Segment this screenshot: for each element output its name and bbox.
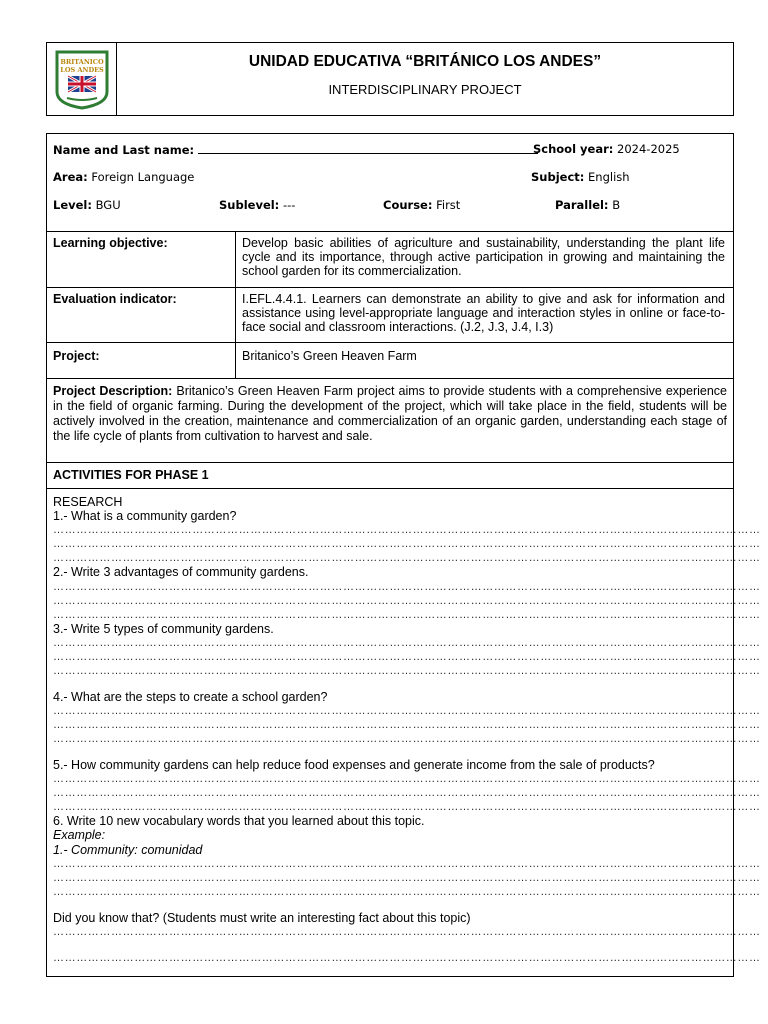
logo-text-bottom: LOS ANDES bbox=[59, 66, 104, 74]
answer-line[interactable]: ………………………………………………………………………………………………………………………………………………………………… bbox=[53, 885, 761, 898]
answer-line[interactable]: ………………………………………………………………………………………………………………………………………………………………… bbox=[53, 926, 761, 939]
evaluation-indicator-text: I.EFL.4.4.1. Learners can demonstrate an ability to give and ask for information and assistance using level-appropriate language and interaction styles in online or face-to-face social and classroom interactions. (J.2, J.3, J.4, I.3) bbox=[242, 292, 725, 334]
project-description bbox=[47, 379, 733, 463]
answer-line[interactable]: ………………………………………………………………………………………………………………………………………………………………… bbox=[53, 594, 761, 607]
learning-objective-label: Learning objective: bbox=[47, 232, 236, 287]
answer-line[interactable]: ………………………………………………………………………………………………………………………………………………………………… bbox=[53, 719, 761, 732]
area-value: Foreign Language bbox=[91, 170, 195, 184]
answer-line[interactable]: ………………………………………………………………………………………………………………………………………………………………… bbox=[53, 733, 761, 746]
project-description-label: Project Description: bbox=[53, 384, 173, 398]
spacer bbox=[53, 678, 727, 690]
course-label: Course: bbox=[383, 198, 433, 212]
school-title: UNIDAD EDUCATIVA “BRITÁNICO LOS ANDES” bbox=[248, 53, 602, 70]
research-heading: RESEARCH bbox=[53, 495, 123, 509]
school-year-row bbox=[533, 142, 680, 156]
project-name: Britanico’s Green Heaven Farm bbox=[242, 349, 417, 363]
name-label: Name and Last name: bbox=[53, 143, 195, 157]
example-label: Example: bbox=[53, 828, 106, 843]
student-info-section bbox=[47, 134, 733, 232]
logo-cell bbox=[47, 43, 117, 115]
answer-line[interactable]: ………………………………………………………………………………………………………………………………………………………………… bbox=[53, 952, 761, 965]
subject-label: Subject: bbox=[531, 170, 585, 184]
project-description-text: Britanico’s Green Heaven Farm project aims to provide students with a comprehensive experience in the field of organic farming. During the development of the project, which will take place in the field, students will be actively involved in the creation, maintenance and commercialization of an organic garden, understanding each stage of the life cycle of plants from cultivation to harvest and sale. bbox=[53, 384, 727, 443]
activities-section bbox=[47, 489, 761, 965]
project-subtitle: INTERDISCIPLINARY PROJECT bbox=[328, 82, 522, 97]
logo-text-top: BRITANICO bbox=[59, 58, 104, 66]
level-value: BGU bbox=[95, 198, 121, 212]
parallel-label: Parallel: bbox=[555, 198, 609, 212]
evaluation-indicator-label: Evaluation indicator: bbox=[47, 288, 236, 342]
answer-line[interactable]: ………………………………………………………………………………………………………………………………………………………………… bbox=[53, 801, 761, 814]
answer-line[interactable]: ………………………………………………………………………………………………………………………………………………………………… bbox=[53, 608, 761, 621]
question-2: 2.- Write 3 advantages of community gardens. bbox=[53, 565, 309, 580]
parallel-value: B bbox=[612, 198, 621, 212]
question-5: 5.- How community gardens can help reduce food expenses and generate income from the sale of products? bbox=[53, 758, 655, 773]
level-label: Level: bbox=[53, 198, 92, 212]
course-row bbox=[383, 198, 460, 212]
union-flag-icon bbox=[68, 76, 96, 92]
answer-line[interactable]: ………………………………………………………………………………………………………………………………………………………………… bbox=[53, 538, 761, 551]
did-you-know-prompt: Did you know that? (Students must write an interesting fact about this topic) bbox=[53, 910, 471, 925]
learning-objective-text: Develop basic abilities of agriculture and sustainability, understanding the plant life cycle and its importance, through active participation in growing and maintaining the school garden for its commercialization. bbox=[242, 236, 725, 278]
answer-line[interactable]: ………………………………………………………………………………………………………………………………………………………………… bbox=[53, 650, 761, 663]
learning-objective-row bbox=[47, 232, 733, 288]
sublevel-label: Sublevel: bbox=[219, 198, 280, 212]
school-year-label: School year: bbox=[533, 142, 614, 156]
header-box bbox=[46, 42, 734, 116]
spacer bbox=[53, 746, 727, 758]
example-text: 1.- Community: comunidad bbox=[53, 842, 203, 857]
answer-line[interactable]: ………………………………………………………………………………………………………………………………………………………………… bbox=[53, 871, 761, 884]
sublevel-value: --- bbox=[282, 198, 296, 212]
answer-line[interactable]: ………………………………………………………………………………………………………………………………………………………………… bbox=[53, 524, 761, 537]
question-3: 3.- Write 5 types of community gardens. bbox=[53, 621, 274, 636]
activities-title: ACTIVITIES FOR PHASE 1 bbox=[47, 463, 733, 489]
spacer bbox=[53, 939, 727, 951]
question-6: 6. Write 10 new vocabulary words that you learned about this topic. bbox=[53, 814, 425, 829]
subject-value: English bbox=[588, 170, 630, 184]
sublevel-row bbox=[219, 198, 295, 212]
answer-line[interactable]: ………………………………………………………………………………………………………………………………………………………………… bbox=[53, 773, 761, 786]
parallel-row bbox=[555, 198, 620, 212]
project-row bbox=[47, 343, 733, 379]
name-input-line[interactable] bbox=[198, 142, 538, 154]
answer-line[interactable]: ………………………………………………………………………………………………………………………………………………………………… bbox=[53, 664, 761, 677]
school-logo-icon bbox=[53, 48, 111, 110]
spacer bbox=[53, 899, 727, 911]
question-4: 4.- What are the steps to create a school garden? bbox=[53, 689, 328, 704]
question-1: 1.- What is a community garden? bbox=[53, 509, 237, 524]
name-row bbox=[53, 142, 538, 157]
answer-line[interactable]: ………………………………………………………………………………………………………………………………………………………………… bbox=[53, 580, 761, 593]
project-sheet bbox=[46, 133, 761, 977]
answer-line[interactable]: ………………………………………………………………………………………………………………………………………………………………… bbox=[53, 636, 761, 649]
answer-line[interactable]: ………………………………………………………………………………………………………………………………………………………………… bbox=[53, 787, 761, 800]
answer-line[interactable]: ………………………………………………………………………………………………………………………………………………………………… bbox=[53, 552, 761, 565]
subject-row bbox=[531, 170, 630, 184]
project-label: Project: bbox=[47, 343, 236, 378]
title-cell bbox=[117, 43, 733, 115]
answer-line[interactable]: ………………………………………………………………………………………………………………………………………………………………… bbox=[53, 705, 761, 718]
evaluation-indicator-row bbox=[47, 288, 733, 343]
answer-line[interactable]: ………………………………………………………………………………………………………………………………………………………………… bbox=[53, 857, 761, 870]
area-label: Area: bbox=[53, 170, 88, 184]
school-year-value: 2024-2025 bbox=[617, 142, 680, 156]
area-row bbox=[53, 170, 194, 184]
course-value: First bbox=[436, 198, 461, 212]
level-row bbox=[53, 198, 121, 212]
